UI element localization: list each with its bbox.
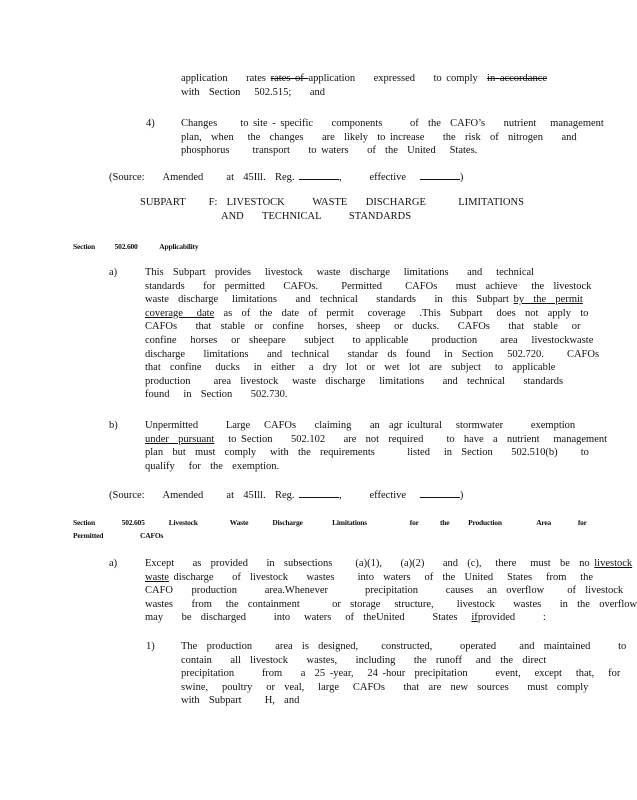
- section-heading: [73, 240, 198, 254]
- text-line: plan, when the changes are likely to increase the risk of nitrogen and: [181, 131, 577, 143]
- text-line: This Subpart provides livestock waste discharge limitations and technical: [145, 267, 535, 278]
- section-label: Section: [73, 242, 95, 251]
- subpart-heading: [140, 196, 524, 223]
- section-number: 502.600: [114, 242, 138, 251]
- text-line: phosphorus transport to waters of the United States.: [181, 145, 478, 157]
- text-line: confine horses or sheepare subject to applicable production area livestockwaste: [145, 334, 594, 346]
- text-run: as of the date of permit coverage .This Subpart does not apply to: [214, 307, 589, 319]
- text-line: discharge limitations and technical standar ds found in Section 502.720. CAFOs: [145, 348, 600, 360]
- section-heading-605: [73, 516, 587, 542]
- blank-line: [420, 169, 460, 180]
- text-line: qualify for the exemption.: [145, 460, 280, 472]
- text-line: swine, poultry or veal, large CAFOs that are new sources must comply: [181, 681, 589, 693]
- strikethrough-text: in accordance: [487, 73, 548, 84]
- blank-line: [420, 487, 460, 498]
- text-line: found in Section 502.730.: [145, 389, 288, 401]
- text-line: [145, 433, 608, 447]
- underlined-text: waste: [145, 571, 169, 583]
- text-line: [145, 307, 589, 321]
- source-note: [109, 487, 463, 503]
- text-line: precipitation from a 25 -year, 24 -hour precipitation event, except that, for: [181, 668, 621, 680]
- text-run: discharge of livestock wastes into waters of the United States from the: [168, 571, 594, 583]
- text-line: standards for permitted CAFOs. Permitted CAFOs must achieve the livestock: [145, 280, 592, 292]
- paragraph-b-number: b): [109, 420, 118, 431]
- text-line: Changes to site - specific components of the CAFO’s nutrient management: [181, 118, 604, 129]
- continued-line-2: with Section 502.515; and: [181, 86, 325, 98]
- underlined-text: livestock: [594, 558, 633, 569]
- source-note: [109, 169, 463, 185]
- text-line: Unpermitted Large CAFOs claiming an agr icultural stormwater exemption: [145, 420, 576, 431]
- underlined-text: by the permit: [513, 294, 583, 306]
- text-line: production area livestock waste discharge limitations and technical standards: [145, 375, 564, 387]
- item-4-number: 4): [146, 118, 155, 129]
- continued-item-text: [181, 72, 548, 99]
- text-line: CAFO production area.Whenever precipitation causes an overflow of livestock: [145, 585, 624, 597]
- paragraph-b-text: [145, 419, 608, 473]
- text-line: The production area is designed, constructed, operated and maintained to: [181, 641, 627, 652]
- text-line: contain all livestock wastes, including the runoff and the direct: [181, 654, 547, 666]
- strikethrough-text: rates of: [270, 73, 309, 84]
- text-run: application expressed to comply: [308, 73, 488, 84]
- subpart-heading-line-2: AND TECHNICAL STANDARDS: [221, 210, 412, 222]
- section-heading-line-2: Permitted CAFOs: [73, 531, 164, 540]
- paragraph-a2-number: a): [109, 558, 118, 569]
- paragraph-a2-text: [145, 557, 637, 625]
- text-run: may be discharged into waters of theUnited States: [145, 612, 472, 624]
- text-line: wastes from the containment or storage structure, livestock wastes in the overflow: [145, 598, 637, 610]
- text-line: that confine ducks in either a dry lot or wet lot are subject to applicable: [145, 362, 556, 374]
- continued-line-1: [181, 72, 548, 86]
- blank-line: [299, 487, 339, 498]
- text-line: [145, 293, 583, 307]
- text-run: to Section 502.102 are not required to have a nutrient management: [214, 433, 608, 445]
- underlined-text: coverage date: [145, 307, 215, 319]
- text-line: [145, 557, 633, 571]
- item-1-text: [181, 640, 627, 708]
- blank-line: [299, 169, 339, 180]
- underlined-text: under pursuant: [145, 433, 215, 445]
- source-text: ): [459, 490, 464, 501]
- paragraph-a-number: a): [109, 267, 118, 278]
- text-run: Except as provided in subsections (a)(1), (a)(2) and (c), there must be no: [145, 558, 595, 569]
- source-text: , effective: [339, 490, 407, 501]
- source-text: ): [459, 172, 464, 183]
- source-text: , effective: [339, 172, 407, 183]
- subpart-heading-line-1: SUBPART F: LIVESTOCK WASTE DISCHARGE LIMITATIONS: [140, 197, 524, 208]
- source-text: (Source: Amended at 45Ill. Reg.: [109, 172, 295, 183]
- text-run: application rates: [181, 73, 271, 84]
- item-1-number: 1): [146, 641, 155, 652]
- text-line: [145, 611, 546, 625]
- item-4-text: [181, 117, 604, 158]
- section-heading-line-1: Section 502.605 Livestock Waste Discharge Limitations for the Production Area for: [73, 518, 587, 527]
- text-line: CAFOs that stable or confine horses, sheep or ducks. CAFOs that stable or: [145, 321, 581, 333]
- source-text: (Source: Amended at 45Ill. Reg.: [109, 490, 295, 501]
- text-line: with Subpart H, and: [181, 695, 300, 707]
- text-run: provided :: [477, 612, 546, 624]
- text-line: [145, 571, 594, 585]
- text-run: waste discharge limitations and technical standards in this Subpart: [145, 294, 514, 306]
- section-title: Applicability: [159, 242, 199, 251]
- paragraph-a-text: [145, 266, 600, 402]
- text-line: plan but must comply with the requirements listed in Section 502.510(b) to: [145, 447, 589, 459]
- underlined-text: if: [471, 612, 478, 624]
